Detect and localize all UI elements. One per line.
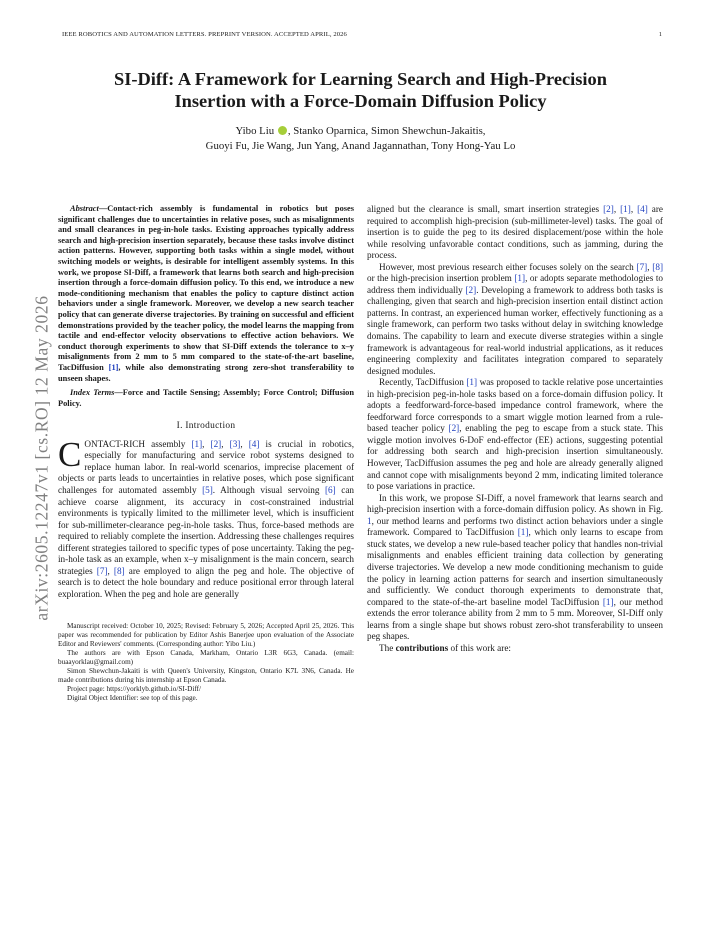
body-text: , our method learns and performs two distinct action behaviors under a single framework. Compared to TacDiffusion: [367, 515, 663, 538]
arxiv-stamp: [22, 258, 62, 658]
footnote-manuscript: Manuscript received: October 10, 2025; Revised: February 5, 2026; Accepted April 25, 2026. This paper was recommended for publication by Editor Ashis Banerjee upon evaluation of the Associate Editor and Reviewers' comments. (Corresponding author: Yibo Liu.): [58, 622, 354, 649]
citation-link[interactable]: [1]: [191, 438, 203, 449]
index-terms-label: Index Terms: [70, 388, 115, 398]
right-column: [367, 204, 663, 654]
body-text: are required to accomplish high-precision (sub-millimeter-level) tasks. The goal of insertion is to guide the peg to its desired displacement/pose within the hole while resolving unfavorable contact conditions, such as jamming, during the process.: [367, 204, 664, 261]
abstract-label: Abstract: [70, 204, 99, 213]
running-head: IEEE ROBOTICS AND AUTOMATION LETTERS. PREPRINT VERSION. ACCEPTED APRIL, 2026: [62, 31, 347, 38]
citation-link[interactable]: [6]: [325, 485, 336, 496]
citation-link[interactable]: [1]: [466, 377, 478, 388]
intro-paragraph: [58, 434, 354, 601]
footnote-internship: Simon Shewchun-Jakaiti is with Queen's University, Kingston, Ontario K7L 3N6, Canada. He made contributions during his internship at Epson Canada.: [58, 667, 354, 684]
intro-lead: ONTACT-RICH assembly: [84, 438, 192, 449]
body-paragraph: [367, 377, 663, 492]
bold-term: contributions: [395, 642, 449, 653]
orcid-icon[interactable]: [278, 126, 287, 135]
body-text: . Developing a framework to address both tasks is challenging, given that search and high-precision insertion entail distinct action patterns. In contrast, an experienced human worker, effectively functioning as a single framework, can perform two tasks without delay in switching knowledge domains. The capability to learn and execute diverse strategies within a single framework is advantageous for real-world industrial applications, as it reduces engineering complexity and facilitates integration compared to separately designed modules.: [367, 284, 663, 376]
citation-link[interactable]: [1]: [108, 362, 119, 372]
citation-link[interactable]: [7]: [636, 261, 648, 272]
body-paragraph: [367, 493, 663, 643]
citation-link[interactable]: [2]: [603, 204, 614, 214]
section-heading-introduction: I. Introduction: [176, 421, 236, 432]
citation-link[interactable]: [4]: [637, 204, 648, 214]
index-terms: [58, 388, 354, 409]
body-text: , which only learns to escape from stuck states, we develop a new rule-based teacher policy that handles non-trivial misalignments and enables efficient training data collection by generating diverse trajectories. We develop a new mode conditioning mechanism to guide the policy in learning action patterns for search and insertion simultaneously and sufficiently. We conduct thorough experiments to demonstrate that, compared to the state-of-the-art baseline model TacDiffusion: [367, 527, 664, 607]
first-author: Yibo Liu: [235, 125, 275, 137]
separator: ,: [613, 204, 621, 214]
footnote-affiliation: The authors are with Epson Canada, Markham, Ontario L3R 6G3, Canada. (email: buaayorklau@gmail.com): [58, 649, 354, 667]
abstract-text-end: , while also demonstrating strong zero-shot transferability to unseen shapes.: [58, 362, 355, 383]
authors-line-2: Guoyi Fu, Jie Wang, Jun Yang, Anand Jagannathan, Tony Hong-Yau Lo: [205, 140, 516, 152]
body-text: , our method extends the error tolerance ability from 2 mm to 5 mm. Moreover, SI-Diff only learns from a single shape but shows robust zero-shot transferability to unseen peg shapes.: [367, 596, 663, 642]
separator: ,: [221, 438, 230, 449]
separator: ,: [107, 565, 114, 576]
citation-link[interactable]: [8]: [113, 565, 125, 576]
citation-link[interactable]: [4]: [248, 438, 260, 449]
citation-link[interactable]: [1]: [517, 527, 529, 538]
author-list: [62, 124, 659, 154]
body-text: was proposed to tackle relative pose uncertainties in high-precision peg-in-hole tasks based on a force-domain diffusion policy. It adopts a feedforward-force-based impedance control framework, where the feedforward force corresponds to a smart wiggle motion learned from a rule-based teacher policy: [367, 377, 663, 434]
body-text: The: [379, 642, 396, 653]
intro-text: can achieve coarse alignment, its accuracy in cost-constrained industrial environments is typically limited to the millimeter level, which is insufficient for sub-millimeter-clearance peg-in-hole tasks. Thus, force-based methods are required to reliably complete the insertion. Addressing these challenges requires different strategies tailored to specific types of pose uncertainty. Taking the peg-in-hole task as an example, when x–y misalignment is the main concern, search strategies: [58, 485, 354, 576]
citation-link[interactable]: [1]: [514, 273, 526, 284]
arxiv-stamp-text: arXiv:2605.12247v1 [cs.RO] 12 May 2026: [31, 295, 52, 621]
abstract-text: —Contact-rich assembly is fundamental in robotics but poses significant challenges due to uncertainties in relative poses, such as misalignments and small clearances in peg-in-hole tasks. Existing approaches typically address search and high-precision insertion separately, because these tasks involve distinct action patterns. However, supporting both tasks within a single model, without switching models or weights, is desirable for intelligent assembly systems. In this work, we propose SI-Diff, a framework that learns both search and high-precision insertion through a force-domain diffusion policy. To this end, we introduce a new mode-conditioning mechanism that enables the policy to capture distinct action behaviors under a single framework. Moreover, we develop a new search teacher policy that can generate diverse trajectories. By training on successful and efficient demonstrations provided by the teacher policy, the model learns the mapping from tactile and end-effector velocity observations to effective action behaviors. We conduct thorough experiments to show that SI-Diff extends the tolerance to x–y misalignments from 2 mm to 5 mm compared to the state-of-the-art baseline, TacDiffusion: [58, 204, 354, 372]
body-paragraph: [367, 204, 663, 262]
separator: ,: [630, 204, 638, 214]
authors-rest: , Stanko Oparnica, Simon Shewchun-Jakaitis,: [287, 125, 486, 137]
footnotes: [58, 622, 354, 702]
separator: ,: [202, 438, 211, 449]
title-line-2: Insertion with a Force-Domain Diffusion Policy: [174, 91, 547, 111]
citation-link[interactable]: [5]: [202, 485, 213, 496]
index-terms-text: —Force and Tactile Sensing; Assembly; Force Control; Diffusion Policy.: [58, 388, 354, 408]
intro-text: is crucial in robotics, especially for manufacturing and service robot systems designed to replace human labor. In real-world scenarios, imprecise placement of objects or parts leads to uncertainties in relative poses, which pose significant challenges for automated assembly: [58, 438, 354, 496]
footnote-project-page: Project page: https://yorklyb.github.io/SI-Diff/: [67, 684, 202, 693]
citation-link[interactable]: [7]: [96, 565, 108, 576]
citation-link[interactable]: [2]: [465, 284, 477, 295]
body-text: , enabling the peg to escape from a stuck state. This wiggle motion involves 6-DoF end-effector (EE) actions, suggesting potential for addressing both search and high-precision insertion simultaneously. However, TacDiffusion assumes the peg and hole are already generally aligned and cannot cope with misalignments beyond 2 mm, indicating limited tolerance to pose variations in practice.: [367, 423, 663, 492]
abstract: [58, 204, 354, 384]
page-number: 1: [658, 31, 662, 38]
citation-link[interactable]: [1]: [602, 596, 614, 607]
footnote-doi: Digital Object Identifier: see top of this page.: [67, 693, 198, 702]
body-paragraph: [367, 262, 663, 377]
body-paragraph: [367, 643, 663, 655]
separator: ,: [240, 438, 249, 449]
body-text: aligned but the clearance is small, smart insertion strategies: [367, 204, 604, 214]
body-text: Recently, TacDiffusion: [379, 377, 467, 388]
figure-link[interactable]: 1: [367, 515, 372, 526]
citation-link[interactable]: [3]: [229, 438, 241, 449]
drop-cap: C: [58, 434, 82, 474]
paper-title: [62, 68, 659, 112]
intro-text: . Although visual servoing: [212, 485, 325, 496]
authors-line-1: [62, 124, 659, 139]
title-line-1: SI-Diff: A Framework for Learning Search and High-Precision: [114, 69, 607, 89]
body-text: However, most previous research either focuses solely on the search: [379, 261, 637, 272]
intro-text: are employed to align the peg and hole. The objective of search is to detect the hole boundary and reduce positional error through lateral exploration. When the peg and hole are generally: [58, 565, 354, 599]
body-text: of this work are:: [448, 642, 511, 653]
separator: ,: [647, 261, 653, 272]
body-text: or the high-precision insertion problem: [367, 273, 515, 284]
body-text: In this work, we propose SI-Diff, a novel framework that learns search and high-precision insertion with a force-domain diffusion policy. As shown in Fig.: [367, 492, 663, 515]
citation-link[interactable]: [2]: [210, 438, 222, 449]
body-text: , or adopts separate methodologies to address them individually: [367, 273, 663, 295]
citation-link[interactable]: [2]: [448, 423, 460, 434]
left-column: [58, 204, 354, 703]
citation-link[interactable]: [8]: [652, 261, 664, 272]
citation-link[interactable]: [1]: [620, 204, 631, 214]
